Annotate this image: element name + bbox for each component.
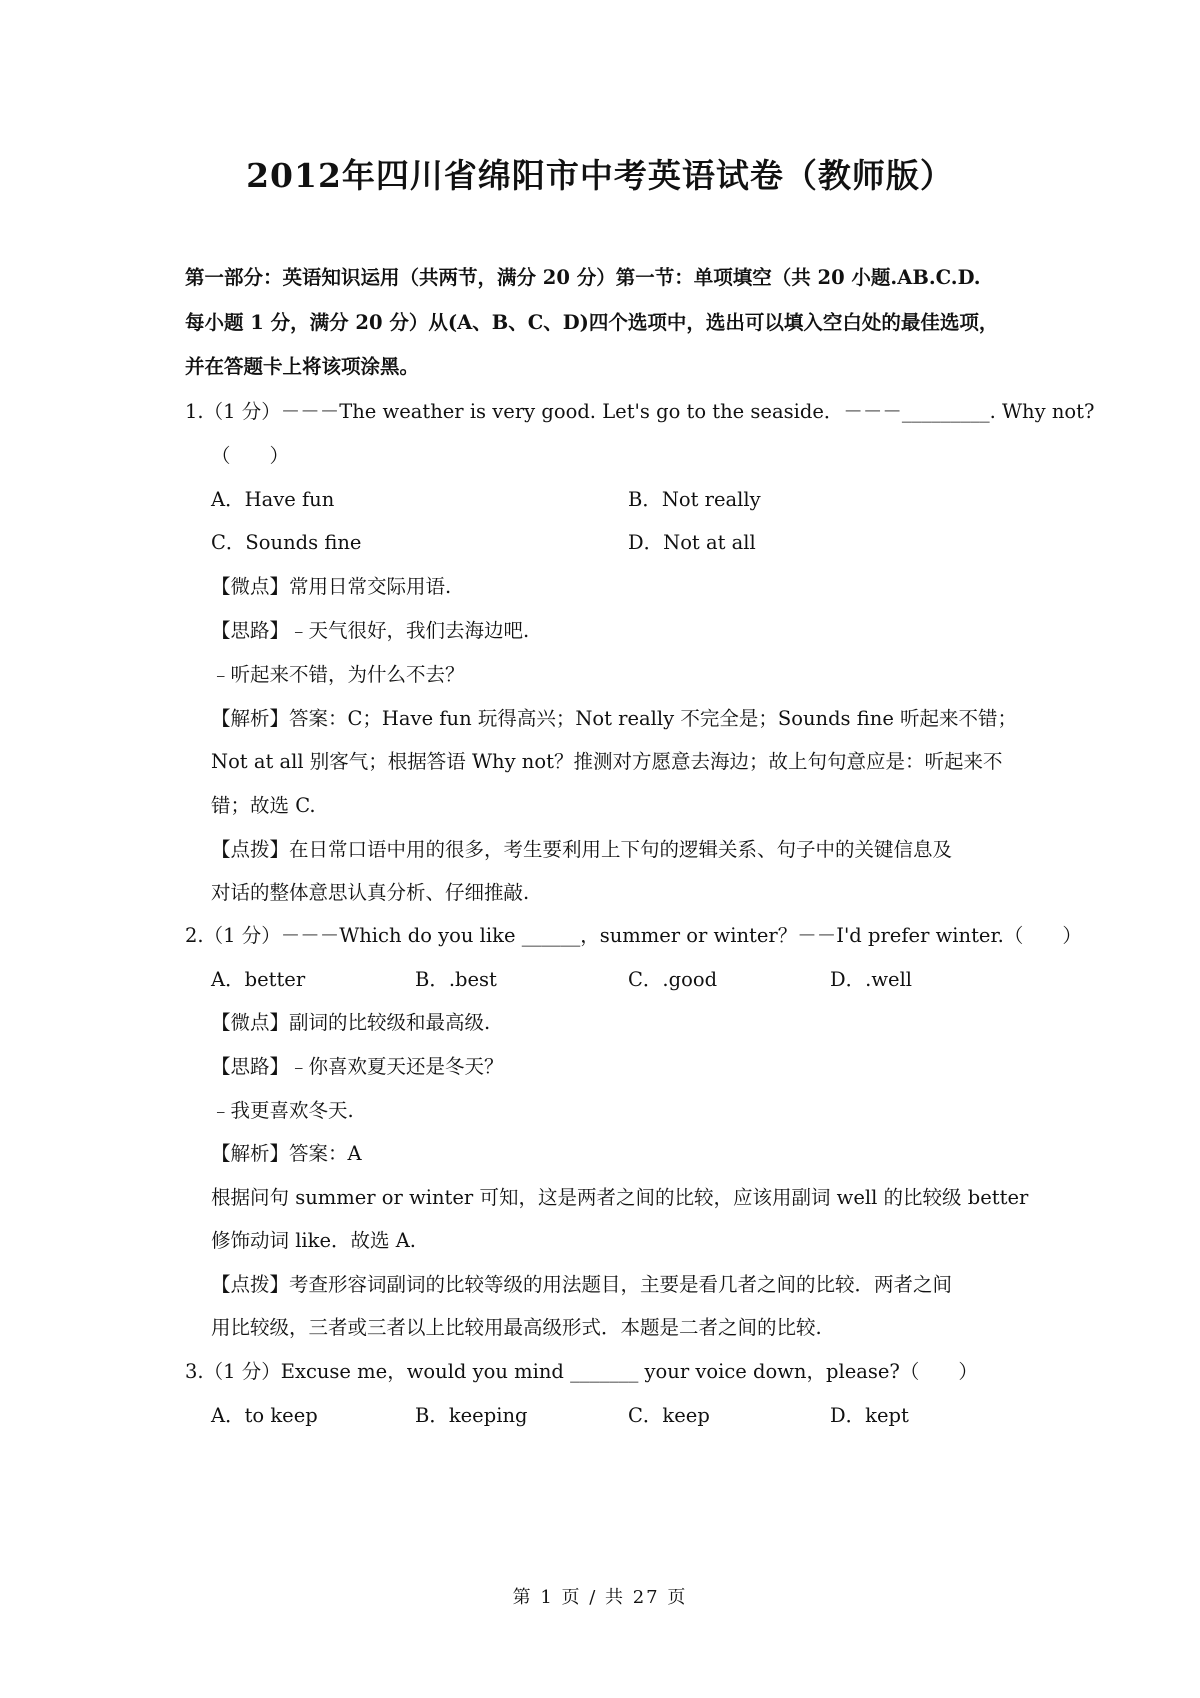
- q2-tip-line-1: 【点拨】考查形容词副词的比较等级的用法题目，主要是看几者之间的比较．两者之间: [211, 1273, 953, 1296]
- q1-approach-line-1: 【思路】﹣天气很好，我们去海边吧.: [211, 619, 530, 642]
- section-intro-line-1: 第一部分：英语知识运用（共两节，满分 20 分）第一节：单项填空（共 20 小题.AB.C.D.: [185, 266, 981, 289]
- q1-analysis-line-2: Not at all 别客气；根据答语 Why not？推测对方愿意去海边；故上句句意应是：听起来不: [211, 750, 1003, 773]
- q3-option-a: A．to keep: [211, 1404, 318, 1427]
- q2-option-c: C．.good: [628, 968, 718, 991]
- q1-analysis-line-1: 【解析】答案：C；Have fun 玩得高兴；Not really 不完全是；Sounds fine 听起来不错；: [211, 707, 1018, 730]
- q2-option-d: D．.well: [830, 968, 913, 991]
- q2-key-point: 【微点】副词的比较级和最高级.: [211, 1011, 491, 1034]
- q2-analysis-line-1: 【解析】答案：A: [211, 1142, 362, 1165]
- q1-stem: 1.（1 分）－－－The weather is very good. Let's go to the seaside．－－－_________. Why not?: [185, 400, 1095, 423]
- q1-option-d: D．Not at all: [628, 531, 756, 554]
- q2-option-b: B．.best: [415, 968, 497, 991]
- q3-option-b: B．keeping: [415, 1404, 528, 1427]
- q2-option-a: A．better: [211, 968, 306, 991]
- q2-approach-line-1: 【思路】﹣你喜欢夏天还是冬天？: [211, 1055, 504, 1078]
- q1-approach-line-2: ﹣听起来不错，为什么不去？: [211, 663, 465, 686]
- q2-stem: 2.（1 分）－－－Which do you like ______，summer or winter？－－I'd prefer winter.（ ）: [185, 924, 1082, 947]
- q2-tip-line-2: 用比较级，三者或三者以上比较用最高级形式．本题是二者之间的比较.: [211, 1316, 822, 1339]
- q2-analysis-line-3: 修饰动词 like．故选 A.: [211, 1229, 417, 1252]
- q3-option-c: C．keep: [628, 1404, 710, 1427]
- q1-option-b: B．Not really: [628, 488, 761, 511]
- q1-option-c: C．Sounds fine: [211, 531, 362, 554]
- q1-option-a: A．Have fun: [211, 488, 335, 511]
- q1-analysis-line-3: 错；故选 C.: [211, 794, 316, 817]
- q3-stem: 3.（1 分）Excuse me，would you mind _______ your voice down，please?（ ）: [185, 1360, 978, 1383]
- q1-tip-line-2: 对话的整体意思认真分析、仔细推敲.: [211, 881, 530, 904]
- q2-analysis-line-2: 根据问句 summer or winter 可知，这是两者之间的比较，应该用副词 well 的比较级 better: [211, 1186, 1029, 1209]
- q1-answer-paren: （ ）: [211, 444, 290, 467]
- q1-key-point: 【微点】常用日常交际用语.: [211, 575, 452, 598]
- section-intro-line-3: 并在答题卡上将该项涂黑。: [185, 355, 420, 378]
- page-footer: 第 1 页 / 共 27 页: [512, 1587, 688, 1608]
- q3-option-d: D．kept: [830, 1404, 909, 1427]
- section-intro-line-2: 每小题 1 分，满分 20 分）从(A、B、C、D)四个选项中，选出可以填入空白处的最佳选项，: [185, 311, 999, 334]
- document-title: 2012年四川省绵阳市中考英语试卷（教师版）: [246, 156, 954, 195]
- q2-approach-line-2: ﹣我更喜欢冬天.: [211, 1099, 354, 1122]
- q1-tip-line-1: 【点拨】在日常口语中用的很多，考生要利用上下句的逻辑关系、句子中的关键信息及: [211, 838, 953, 861]
